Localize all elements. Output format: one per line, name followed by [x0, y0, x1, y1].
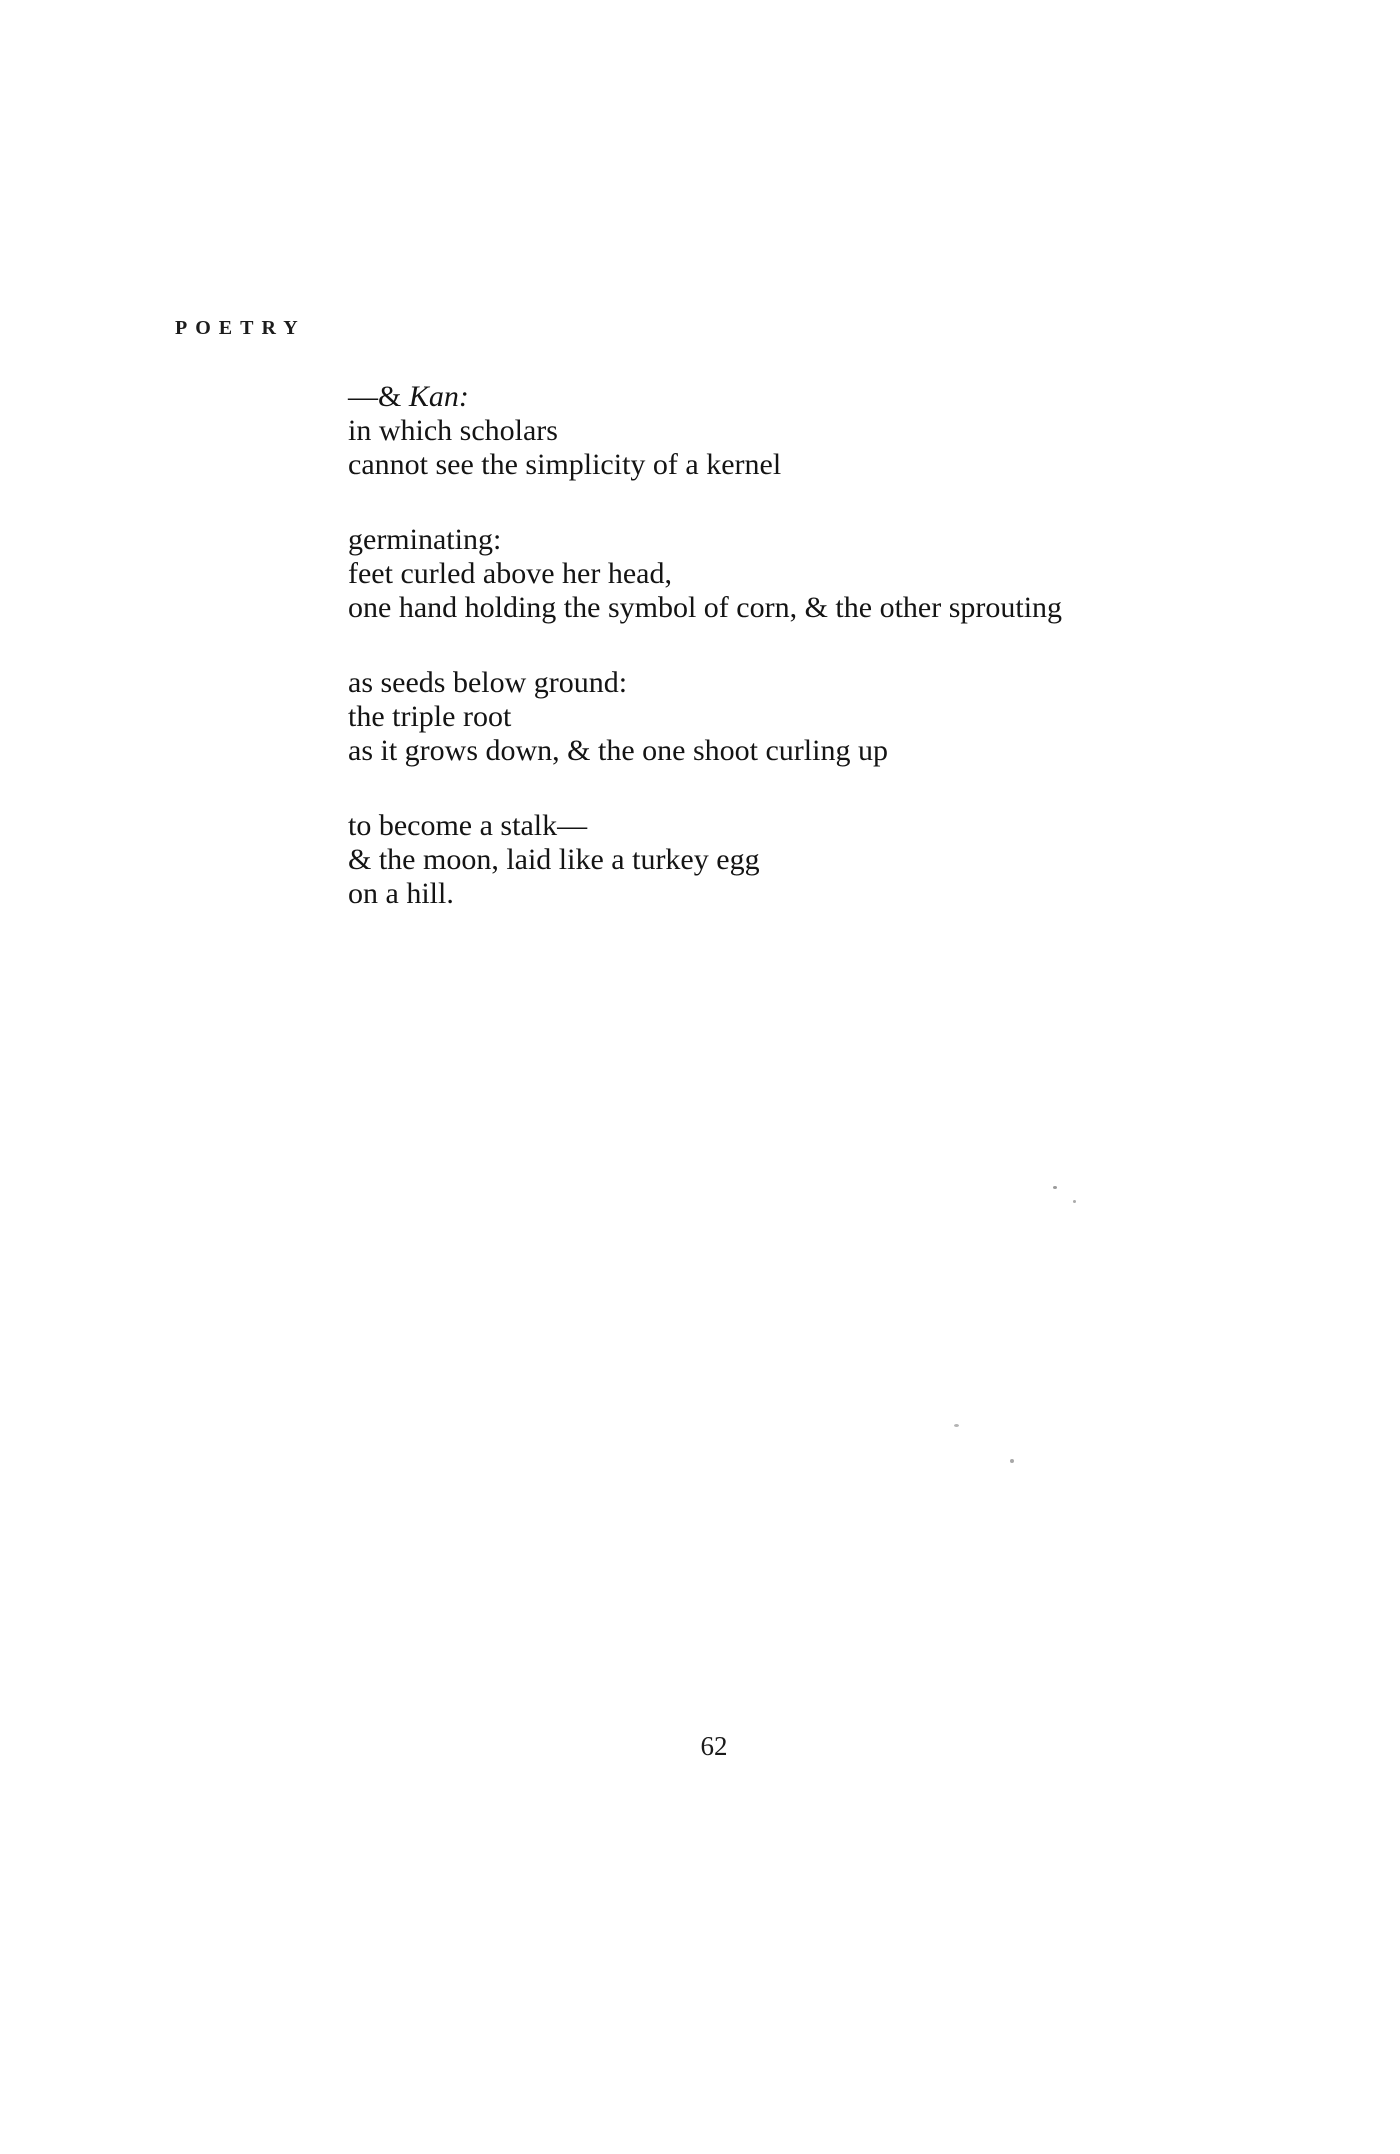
running-header: POETRY: [175, 317, 306, 339]
scan-speck: [1073, 1200, 1076, 1203]
poem-line: [348, 734, 1062, 768]
poem-line: [348, 843, 1062, 877]
poem-line: [348, 700, 1062, 734]
poem-line-segment: germinating:: [348, 523, 502, 556]
page-number: 62: [700, 1731, 728, 1761]
poem-line: [348, 666, 1062, 700]
poem-stanza: [348, 380, 1062, 482]
poem-line: [348, 414, 1062, 448]
scan-speck: [1053, 1186, 1057, 1189]
poem-line: [348, 380, 1062, 414]
poem-line-segment: & the moon, laid like a turkey egg: [348, 843, 760, 876]
poem-line: [348, 448, 1062, 482]
poem: [348, 380, 1062, 952]
poem-line-segment: the triple root: [348, 700, 512, 733]
poem-line: [348, 591, 1062, 625]
poem-line: [348, 523, 1062, 557]
poem-line: [348, 877, 1062, 911]
poem-line-segment: on a hill.: [348, 877, 454, 910]
scan-speck: [954, 1424, 959, 1427]
poem-line-segment: as it grows down, & the one shoot curling up: [348, 734, 888, 767]
poem-line-segment: cannot see the simplicity of a kernel: [348, 448, 782, 481]
poem-line-segment: one hand holding the symbol of corn, & the other sprouting: [348, 591, 1063, 624]
poem-line: [348, 809, 1062, 843]
poem-line-segment: feet curled above her head,: [348, 557, 672, 590]
poem-stanza: [348, 809, 1062, 911]
poem-line-italic-segment: Kan:: [408, 380, 469, 413]
poem-line: [348, 557, 1062, 591]
poem-line-segment: in which scholars: [348, 414, 558, 447]
poem-stanza: [348, 666, 1062, 768]
poem-stanza: [348, 523, 1062, 625]
poem-line-segment: —&: [348, 380, 409, 413]
poem-line-segment: as seeds below ground:: [348, 666, 628, 699]
scan-speck: [1010, 1459, 1014, 1463]
poem-line-segment: to become a stalk—: [348, 809, 588, 842]
